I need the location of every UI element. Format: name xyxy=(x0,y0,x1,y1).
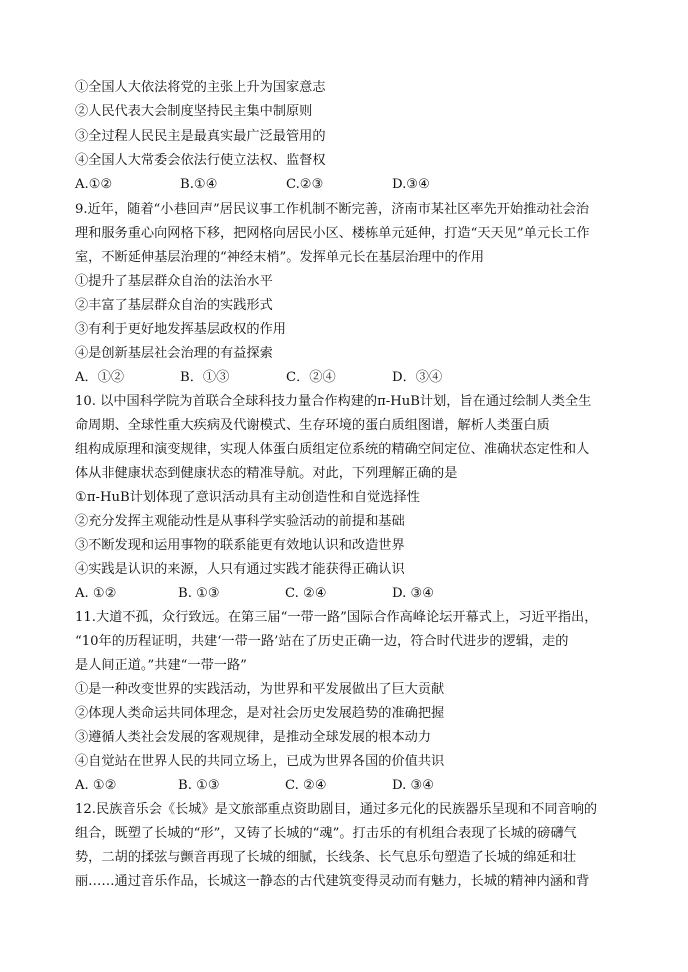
q11-stem-line-1: 11.大道不孤，众行致远。在第三届“一带一路”国际合作高峰论坛开幕式上，习近平指出， xyxy=(75,610,598,625)
q8-option-2: ②人民代表大会制度坚持民主集中制原则 xyxy=(75,104,313,119)
q10-answer-d: D. ③④ xyxy=(392,586,435,601)
q11-stem-line-3: 是人间正道。”共建“一带一路” xyxy=(75,658,247,673)
q10-answer-a: A. ①② xyxy=(75,586,117,601)
q8-option-4: ④全国人大常委会依法行使立法权、监督权 xyxy=(75,153,326,168)
q8-option-3: ③全过程人民民主是最真实最广泛最管用的 xyxy=(75,129,326,144)
q12-stem-line-1: 12.民族音乐会《长城》是文旅部重点资助剧目，通过多元化的民族器乐呈现和不同音响的 xyxy=(75,802,598,817)
q12-stem-line-4: 丽……通过音乐作品，长城这一静态的古代建筑变得灵动而有魅力，长城的精神内涵和背 xyxy=(75,874,590,889)
q9-answer-a: A．①② xyxy=(75,370,125,385)
q8-answer-c: C.②③ xyxy=(286,177,324,192)
q8-option-1: ①全国人大依法将党的主张上升为国家意志 xyxy=(75,80,326,95)
q9-option-4: ④是创新基层社会治理的有益探索 xyxy=(75,346,273,361)
q10-stem-line-3: 组构成原理和演变规律，实现人体蛋白质组定位系统的精确空间定位、准确状态定性和人 xyxy=(75,442,590,457)
q11-answer-d: D. ③④ xyxy=(392,778,435,793)
q12-stem-line-2: 组合，既塑了长城的“形”，又铸了长城的“魂”。打击乐的有机组合表现了长城的磅礴气 xyxy=(75,826,577,841)
q11-answer-c: C. ②④ xyxy=(285,778,327,793)
q10-stem-line-1: 10. 以中国科学院为首联合全球科技力量合作构建的π-HuB计划，旨在通过绘制人类全生 xyxy=(75,394,592,409)
q10-answer-c: C. ②④ xyxy=(285,586,327,601)
q10-answer-b: B. ①③ xyxy=(178,586,220,601)
q10-option-2: ②充分发挥主观能动性是从事科学实验活动的前提和基础 xyxy=(75,514,405,529)
q9-answer-b: B．①③ xyxy=(180,370,230,385)
q11-option-2: ②体现人类命运共同体理念，是对社会历史发展趋势的准确把握 xyxy=(75,706,445,721)
q10-option-3: ③不断发现和运用事物的联系能更有效地认识和改造世界 xyxy=(75,538,405,553)
q11-option-4: ④自觉站在世界人民的共同立场上，已成为世界各国的价值共识 xyxy=(75,754,445,769)
q11-answer-a: A. ①② xyxy=(75,778,117,793)
q8-answer-d: D.③④ xyxy=(392,177,430,192)
q10-option-4: ④实践是认识的来源，人只有通过实践才能获得正确认识 xyxy=(75,562,405,577)
q8-answer-a: A.①② xyxy=(75,177,113,192)
q10-stem-line-4: 体从非健康状态到健康状态的精准导航。对此，下列理解正确的是 xyxy=(75,466,458,481)
q9-stem-line-3: 室，不断延伸基层治理的“神经末梢”。发挥单元长在基层治理中的作用 xyxy=(75,250,485,265)
q10-option-1: ①π-HuB计划体现了意识活动具有主动创造性和自觉选择性 xyxy=(75,490,420,505)
q9-option-3: ③有利于更好地发挥基层政权的作用 xyxy=(75,322,286,337)
q11-option-1: ①是一种改变世界的实践活动，为世界和平发展做出了巨大贡献 xyxy=(75,682,445,697)
q10-stem-line-2: 命周期、全球性重大疾病及代谢模式、生存环境的蛋白质组图谱，解析人类蛋白质 xyxy=(75,418,550,433)
q9-stem-line-1: 9.近年，随着“小巷回声”居民议事工作机制不断完善，济南市某社区率先开始推动社会治 xyxy=(75,202,589,217)
q9-stem-line-2: 理和服务重心向网格下移，把网格向居民小区、楼栋单元延伸，打造“天天见”单元长工作 xyxy=(75,226,590,241)
q12-stem-line-3: 势，二胡的揉弦与颤音再现了长城的细腻，长线条、长气息乐句塑造了长城的绵延和壮 xyxy=(75,850,577,865)
q9-option-1: ①提升了基层群众自治的法治水平 xyxy=(75,274,273,289)
q9-answer-c: C．②④ xyxy=(286,370,336,385)
q11-answer-b: B. ①③ xyxy=(178,778,220,793)
q11-stem-line-2: “10年的历程证明，共建‘一带一路’站在了历史正确一边，符合时代进步的逻辑，走的 xyxy=(75,634,569,649)
q9-answer-d: D．③④ xyxy=(392,370,443,385)
q11-option-3: ③遵循人类社会发展的客观规律，是推动全球发展的根本动力 xyxy=(75,730,432,745)
q9-option-2: ②丰富了基层群众自治的实践形式 xyxy=(75,298,273,313)
q8-answer-b: B.①④ xyxy=(180,177,218,192)
